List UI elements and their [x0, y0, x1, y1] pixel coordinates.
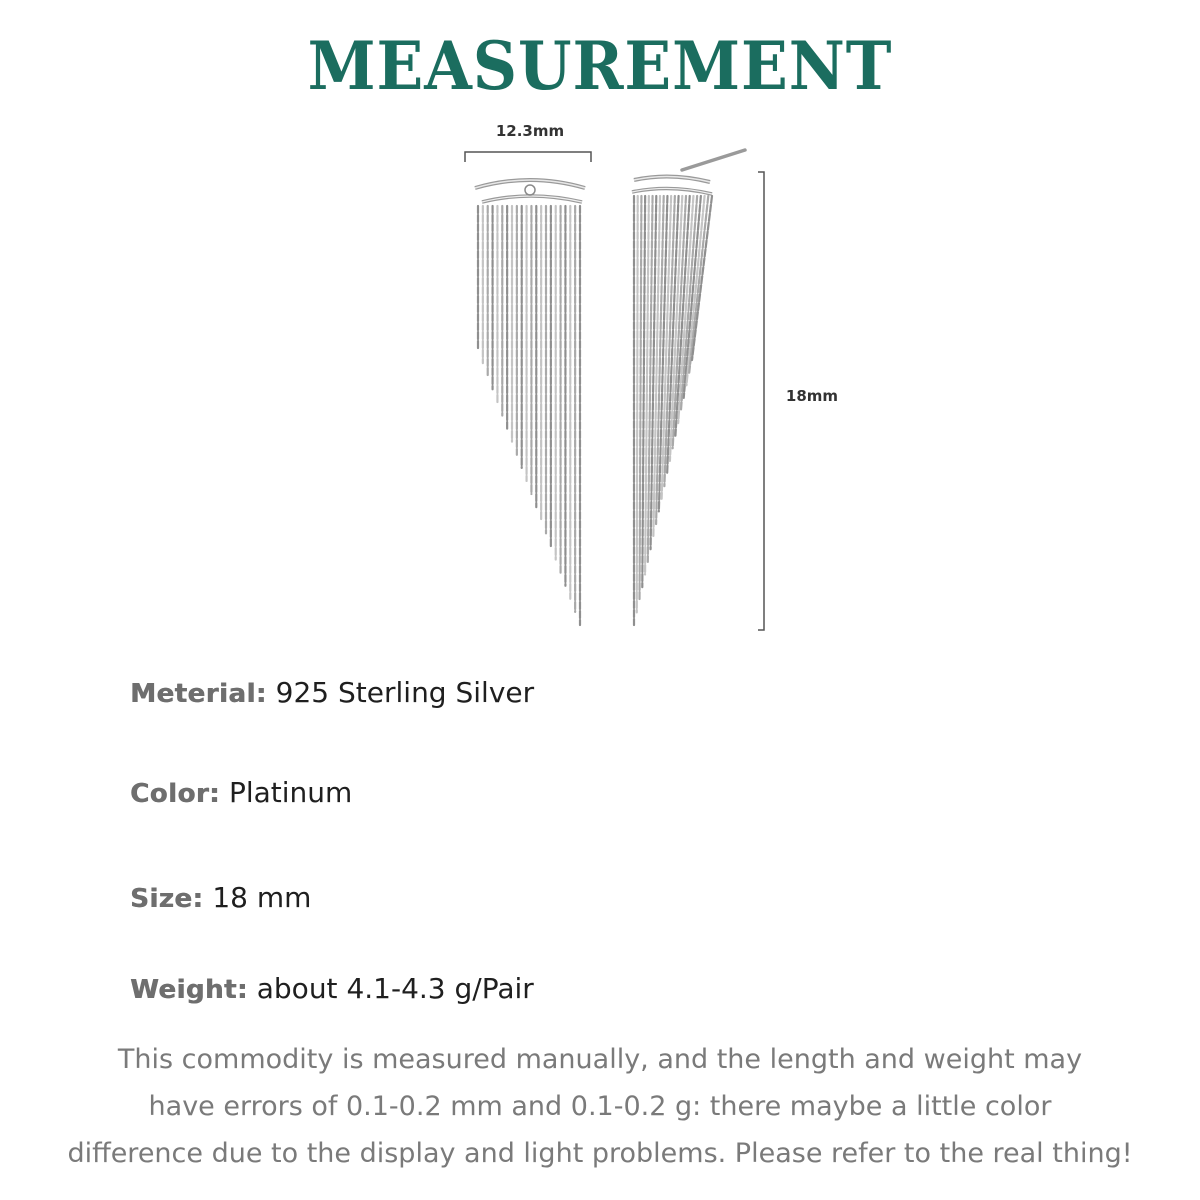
height-label: 18mm	[785, 387, 839, 405]
height-dimension-line	[758, 172, 764, 630]
disclaimer-line-1: This commodity is measured manually, and the length and weight may	[117, 1044, 1083, 1075]
left-earring-image	[475, 180, 585, 625]
spec-color	[130, 776, 352, 816]
spec-material	[130, 676, 534, 716]
spec-color-value: Platinum	[228, 776, 353, 809]
page-title: MEASUREMENT	[307, 27, 893, 105]
width-label: 12.3mm	[495, 122, 565, 140]
spec-size	[130, 881, 311, 921]
disclaimer-line-2: have errors of 0.1-0.2 mm and 0.1-0.2 g: there maybe a little color	[148, 1091, 1052, 1122]
spec-size-key: Size:	[130, 884, 204, 914]
tassel-strand	[637, 196, 638, 612]
disclaimer	[0, 1036, 1200, 1177]
disclaimer-line-3: difference due to the display and light problems. Please refer to the real thing!	[67, 1138, 1133, 1169]
width-dimension-line	[465, 152, 591, 162]
earring-figure	[420, 110, 880, 650]
spec-material-value: 925 Sterling Silver	[275, 676, 535, 709]
spec-weight	[130, 972, 534, 1012]
spec-weight-value: about 4.1-4.3 g/Pair	[256, 972, 534, 1005]
tassel-strand	[640, 196, 642, 600]
right-earring-image	[632, 150, 745, 625]
spec-color-key: Color:	[130, 779, 220, 809]
spec-weight-key: Weight:	[130, 975, 248, 1005]
spec-material-key: Meterial:	[130, 679, 267, 709]
spec-size-value: 18 mm	[212, 881, 312, 914]
